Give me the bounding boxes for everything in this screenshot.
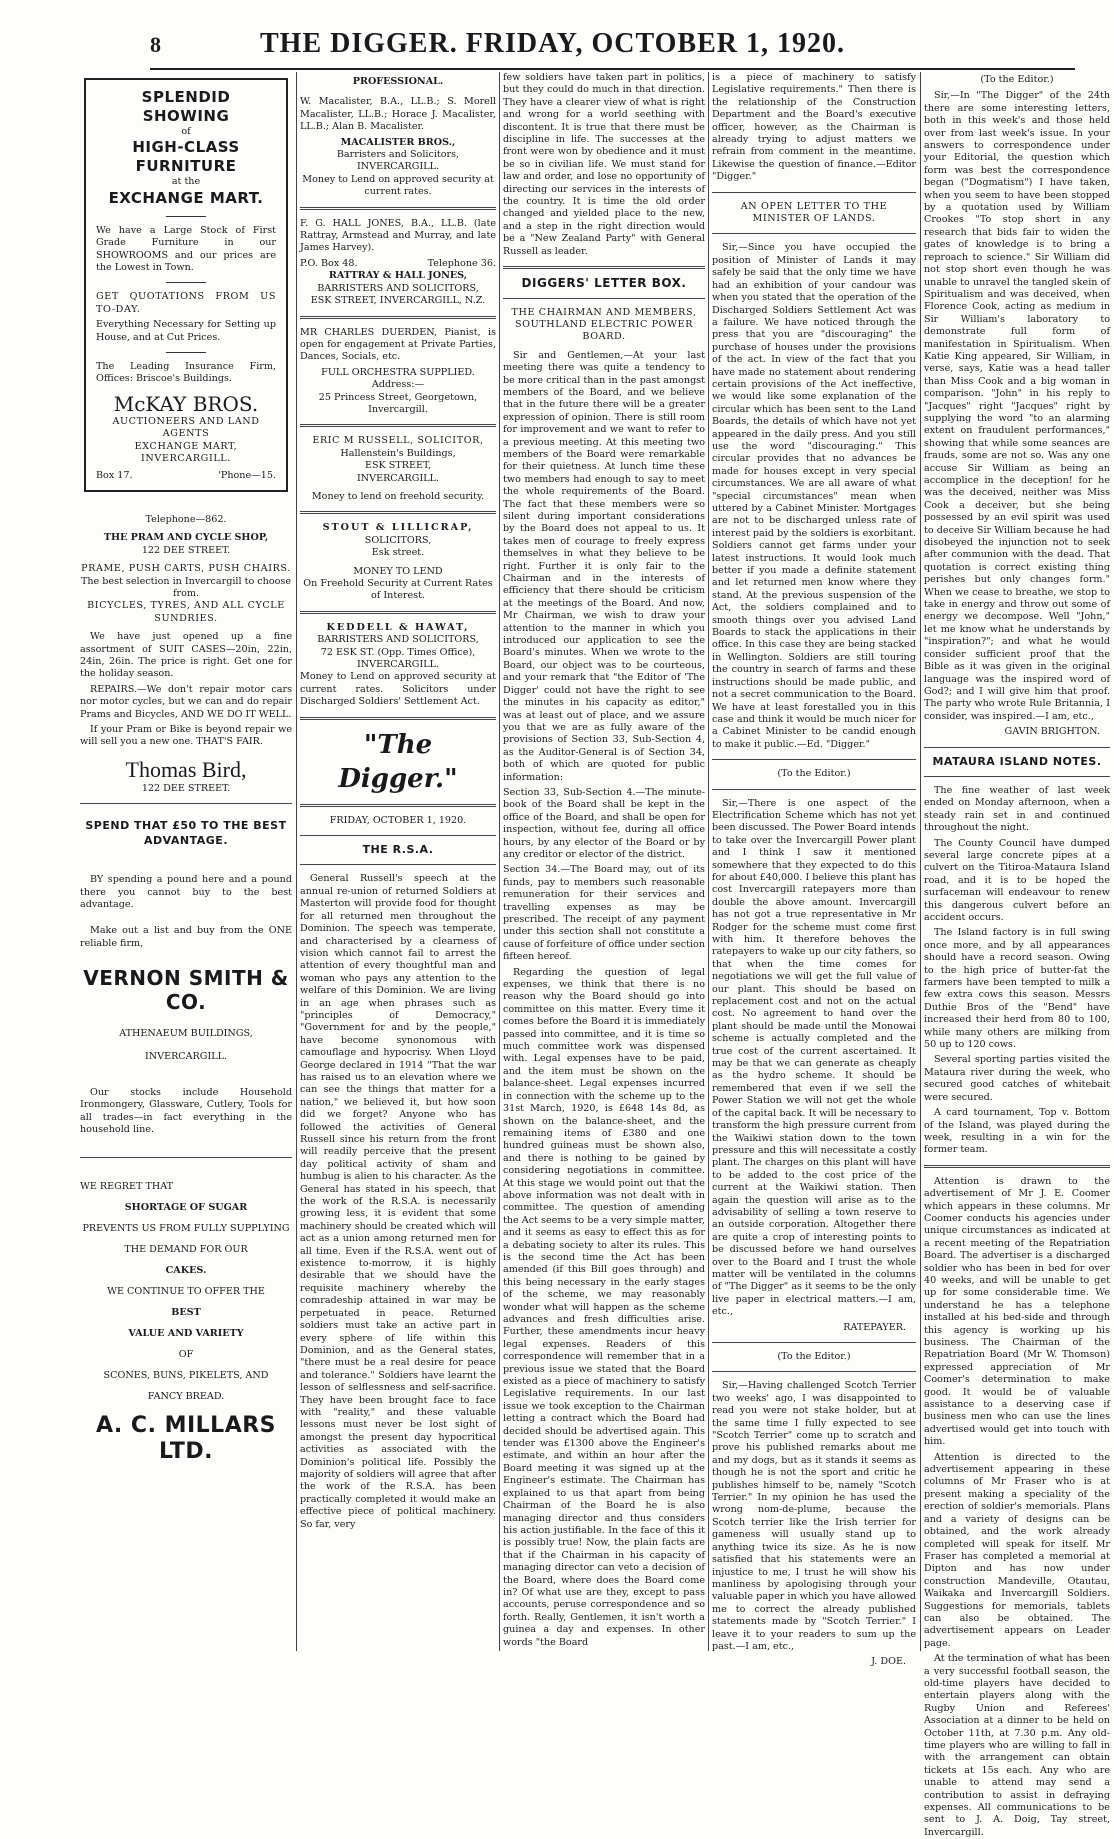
card-text: Telephone 36.: [427, 257, 496, 269]
column-3: [503, 72, 705, 1659]
ad-text: If your Pram or Bike is beyond repair we will sell you a new one. THAT'S FAIR.: [80, 724, 292, 748]
column-rule: [708, 72, 709, 1651]
card-text: Money to lend on freehold security.: [311, 490, 485, 502]
ad-text: Our stocks include Household Ironmongery, Glassware, Cutlery, Tools for all trades—in fact everything in the household line.: [80, 1087, 292, 1136]
ad-heading: HIGH-CLASS FURNITURE: [132, 138, 240, 176]
editorial-date: FRIDAY, OCTOBER 1, 1920.: [329, 814, 467, 826]
editorial-masthead: "The Digger.": [338, 729, 458, 794]
ad-text: ATHENAEUM BUILDINGS,: [119, 1028, 253, 1040]
firm-name: A. C. MILLARS LTD.: [95, 1412, 277, 1464]
card-text: FULL ORCHESTRA SUPPLIED.: [321, 366, 475, 378]
ad-heading: SHOWING: [142, 107, 230, 125]
card-text: 72 ESK ST. (Opp. Times Office),: [320, 646, 476, 658]
article-heading: DIGGERS' LETTER BOX.: [521, 276, 687, 291]
card-text: SOLICITORS,: [364, 534, 432, 546]
card-text: On Freehold Security at Current Rates of Interest.: [303, 578, 493, 602]
ad-text: 'Phone—15.: [218, 469, 276, 481]
ad-text: We have just opened up a fine assortment of SUIT CASES—20in, 22in, 24in, 26in. The price is right. Get one for the holiday season.: [80, 631, 292, 680]
column-2: [300, 72, 496, 1659]
card-text: MONEY TO LEND: [353, 565, 443, 577]
card-text: Barristers and Solicitors, INVERCARGILL.: [336, 149, 460, 173]
article-heading: (To the Editor.): [980, 74, 1054, 85]
ad-text: GET QUOTATIONS FROM US TO-DAY.: [96, 291, 276, 315]
card-text: ERIC M RUSSELL, SOLICITOR,: [312, 435, 484, 447]
card-text: ESK STREET,: [364, 460, 432, 472]
firm-name: KEDDELL & HAWAT,: [326, 621, 470, 633]
ad-text: FANCY BREAD.: [147, 1390, 225, 1402]
ad-text: Make out a list and buy from the ONE reliable firm,: [80, 925, 292, 949]
ad-text: Box 17.: [96, 469, 133, 481]
column-5: [924, 72, 1110, 1838]
ad-text: PREVENTS US FROM FULLY SUPPLYING THE DEMAND FOR OUR: [82, 1222, 290, 1255]
article-body: General Russell's speech at the annual re-union of returned Soldiers at Masterton will provide food for thought for all returned men throughout the Dominion. The speech was temperate, and characterised by a clearness of vision which cannot fail to arrest the attention of every thoughtful man and woman who pays any attention to the welfare of this Dominion. We are living in an age when phrases such as "principles of Democracy," "Government for and by the people," have become synonomous with camouflage and hypocrisy. When Lloyd George declared in 1914 "That the war has raised us to an elevation where we can see the things that matter for a nation," we believed it, but how soon did we forget? Anyone who has followed the activities of General Russell since his return from the front will readily perceive that the present day political activity of sham and humbug is alien to his character. As the General has stated in his speech, that the work of the R.S.A. is necessarily growing less, it is evident that some machinery should be created which will act as a union among returned men for all time. Even if the R.S.A. went out of existence to-morrow, it is highly desirable that we should have the requisite machinery whereby the comradeship attained in war may be perpetuated in peace. Returned soldiers must take an active part in every sphere of life within this Dominion, and as the General states, "there must be a real desire for peace and tolerance." Soldiers have learnt the lesson of selflessness and self-sacrifice. They have been brought face to face with "reality," and these valuable lessons must never be lost sight of amongst the present day hypocritical activities as associated with the Dominion's political life. Possibly the majority of soldiers will agree that after the work of the R.S.A. has been practically completed it would make an effective piece of political machinery. So far, very: [300, 873, 496, 1530]
masthead: [150, 24, 1070, 70]
column-4: [712, 72, 916, 1668]
article-body: The County Council have dumped several large concrete pipes at a culvert on the Titiroa-Mataura Island road, and it is to be hoped the surfaceman will endeavour to renew this dangerous culvert before an accident occurs.: [924, 837, 1110, 923]
article-body: few soldiers have taken part in politics, but they could do much in that direction. They have a clearer view of what is right and wrong for a world seething with discontent. It is true that there must be discipline in life. The successes at the front were won by obedience and it must be so in civilian life. We must stand for law and order, and lose no opportunity of directing our services in the interests of the country. It is time the old order changed and yielded place to the new, and a step in the right direction would be a "New Zealand Party" with General Russell as leader.: [503, 72, 705, 257]
ad-text: AUCTIONEERS AND LAND AGENTS: [112, 415, 260, 440]
card-text: Money to Lend on approved security at current rates. Solicitors under Discharged Soldiers' Settlement Act.: [300, 671, 496, 708]
pram-shop-ad: [80, 514, 292, 795]
ad-text: Everything Necessary for Setting up House, and at Cut Prices.: [96, 319, 276, 343]
millars-ad: [80, 1176, 292, 1465]
card-text: P.O. Box 48.: [300, 257, 358, 269]
column-rule: [499, 72, 500, 1651]
article-body: The Island factory is in full swing once more, and by all appearances should have a record season. Owing to the high price of butter-fat the farmers have been tempted to milk a few extra cows this season. Messrs Duthie Bros of the "Bend" have increased their herd from 80 to 100, while many others are milking from 50 up to 120 cows.: [924, 927, 1110, 1051]
article-body: Several sporting parties visited the Mataura river during the week, who secured good catches of whitebait were secured.: [924, 1054, 1110, 1103]
ad-text: OF: [178, 1348, 194, 1360]
article-body: Sir,—Having challenged Scotch Terrier two weeks' ago, I was disappointed to read you were not stake holder, but at the same time I fully expected to see "Scotch Terrier" come up to scratch and prove his published remarks about me and my dogs, but as it stands it seems as though he is not the sport and critic he publishes himself to be, namely "Scotch Terrier." In my opinion he has used the wrong nom-de-plume, because the Scotch terrier like the Irish terrier for gameness will usually stand up to anything twice its size. As he is now satisfied that his statements were an injustice to me, I trust he will show his manliness by apologising through your valuable paper in which you have allowed me to correct the already published statements made by "Scotch Terrier." I leave it to your readers to sum up the past.—I am, etc.,: [712, 1380, 916, 1652]
article-body: At the termination of what has been a very successful football season, the old-time players have decided to entertain players along with the Rugby Union and Referees' Association at a dinner to be held on October 11th, at 7.30 p.m. Any old-time players who are willing to fall in with the arrangement can obtain tickets at 15s each. Any who are unable to attend may send a contribution to assist in defraying expenses. All communications to be sent to J. A. Doig, Tay street, Invercargill.: [924, 1653, 1110, 1838]
ad-text: of: [181, 126, 191, 137]
card-text: BARRISTERS AND SOLICITORS,: [317, 634, 479, 646]
article-body: Sir,—There is one aspect of the Electrification Scheme which has not yet been discussed. The Power Board intends to take over the Invercargill Power plant and I think I saw it mentioned somewhere that they expected to do this for about £40,000. I believe this plant has cost Invercargill ratepayers more than double the above amount. Invercargill has not got a true representative in Mr Rodger for the scheme must come first with him. It therefore behoves the ratepayers to wake up our city fathers, so that when the time comes for negotiations we will get the full value of our plant. This should be based on replacement cost and not on the actual cost. No agreement to hand over the plant should be made until the Monowai scheme is actually completed and the true cost of the current ascertained. It may be that we can generate as cheaply as the hydro scheme. It should be remembered that even if we sell the Power Station we will not get the whole of the capital back. It will be necessary to transform the high pressure current from the Waikiwi station down to the town pressure and this will necessitate a costly plant. The charges on this plant will have to be added to the cost price of the current at the Waikiwi station. Then again the question will arise as to the advisability of selling a town reserve to an outside corporation. Altogether there are quite a crop of interesting points to be discussed before we hand ourselves over to the Board and I trust the whole matter will be ventilated in the columns of "The Digger" as it seems to be the only live paper in electrical matters.—I am, etc.,: [712, 797, 916, 1318]
article-body: Sir,—Since you have occupied the position of Minister of Lands it may safely be said that the only time we have had an exhibition of your candour was when you stated that the operation of the Discharged Soldiers Settlement Act was a failure. We have noticed through the press that you are "discouraging" the purchase of houses under the provisions of the act. In view of the fact that you have made no statement about rendering certain provisions of the Act ineffective, we would like some explanation of the circular which has been sent to the Land Boards, the details of which have not yet appeared in the daily press. And you still use the word "discouraging." This circular provides that no advances be made for houses except in very special circumstances. We are all aware of what "special circumstances" mean when uttered by a Cabinet Minister. Mortgages are not to be discharged unless rate of interest paid by the soldiers is exorbitant. Soldiers cannot get farms under your latest instructions. It would look much better if you made a definite statement and let returned men know where they stand. At the previous suspension of the Act, the soldiers complained and to smooth things over you advised Land Boards to stack the applications in their office. In this case they are being stacked in Wellington. Soldiers are still touring the country in search of farms and these instructions should be made public, and not a secret communication to the Board. We have at least forestalled you in this case and think it would be much nicer for a Cabinet Minister to be candid enough to make it public.—Ed. "Digger.": [712, 242, 916, 750]
article-heading: (To the Editor.): [777, 768, 851, 780]
ad-text: The Leading Insurance Firm, Offices: Briscoe's Buildings.: [96, 361, 276, 385]
ad-text: at the: [171, 176, 201, 188]
ad-text: SCONES, BUNS, PIKELETS, AND: [103, 1369, 269, 1381]
owner-name: Thomas Bird,: [125, 756, 247, 782]
ad-text: WE REGRET THAT: [80, 1180, 174, 1192]
card-text: INVERCARGILL.: [356, 472, 440, 484]
exchange-mart-ad: [84, 78, 288, 492]
card-text: MR CHARLES DUERDEN, Pianist, is open for engagement at Private Parties, Dances, Socials, etc.: [300, 326, 496, 363]
ad-text: BEST: [171, 1306, 201, 1318]
signature: GAVIN BRIGHTON.: [1004, 726, 1100, 738]
signature: RATEPAYER.: [843, 1321, 906, 1333]
signature: J. DOE.: [871, 1656, 906, 1668]
column-rule: [920, 72, 921, 1651]
article-body: Section 33, Sub-Section 4.—The minute-book of the Board shall be kept in the office of the Board, and shall be open for inspection, without fee, during all office hours, by any elector of the Board or by any creditor or elector of the district.: [503, 786, 705, 860]
card-text: INVERCARGILL.: [356, 659, 440, 671]
masthead-title: THE DIGGER. FRIDAY, OCTOBER 1, 1920.: [260, 28, 845, 59]
ad-heading: SPLENDID: [141, 88, 231, 106]
column-1-advertisements: [80, 72, 292, 1659]
article-body: A card tournament, Top v. Bottom of the Island, was played during the week, resulting in a win for the former team.: [924, 1107, 1110, 1156]
article-body: is a piece of machinery to satisfy Legislative requirements." Then there is the relationship of the Construction Department and the Board's executive officer, however, as the Chairman is already trying to adjust matters we refrain from comment in the meantime. Likewise the question of finance.—Editor "Digger.": [712, 72, 916, 183]
ad-text: BY spending a pound here and a pound there you cannot buy to the best advantage.: [80, 874, 292, 911]
ad-text: VALUE AND VARIETY: [128, 1327, 244, 1339]
ad-text: BICYCLES, TYRES, AND ALL CYCLE SUNDRIES.: [87, 600, 285, 624]
article-body: Attention is directed to the advertisement appearing in these columns of Mr Fraser who is at present making a speciality of the erection of soldier's memorials. Plans and a variety of designs can be obtained, and the work already completed will speak for itself. Mr Fraser has completed a memorial at Dipton and has now under construction Mandeville, Otautau, Waikaka and Invercargill Soldiers. Suggestions for memorials, tablets can also be obtained. The advertisement appears on Leader page.: [924, 1451, 1110, 1649]
ad-text: WE CONTINUE TO OFFER THE: [107, 1285, 265, 1297]
firm-name: McKAY BROS.: [113, 391, 259, 416]
firm-name: RATTRAY & HALL JONES,: [328, 270, 468, 282]
article-heading: (To the Editor.): [777, 1351, 851, 1362]
article-body: Regarding the question of legal expenses, we think that there is no reason why the Board should go into committee on this matter. Every time it comes before the Board it is immediately passed into committee, and it is time so much committee work was dispensed with. Legal expenses have to be paid, and the item must be shown on the balance-sheet. Legal expenses incurred in connection with the scheme up to the 31st March, 1920, is £648 14s 8d, as shown on the balance-sheet, and the remaining items of £380 and one hundred guineas must be shown also, and there is nothing to be gained by considering negotiations in committee. At this stage we would point out that the above information was not dealt with in committee. The question of amending the Act seems to be a very simple matter, and it seems as easy to effect this as for a debating society to alter its rules. This is the second time the Act has been amended (if this Bill goes through) and this being necessary in the early stages of the scheme, we may reasonably wonder what will happen as the scheme advances and fresh difficulties arise. Further, these amendments incur heavy legal expenses. Readers of this correspondence will remember that in a previous issue we stated that the Board existed as a piece of machinery to satisfy Legislative requirements. In our last issue we took exception to the Chairman letting a contract which the Board had decided should be advertised again. This tender was £1300 above the Engineer's estimate, and within an hour after the Board meeting it was signed up at the Engineer's estimate. The Chairman has explained to us that apart from being Chairman of the Board he is also managing director and thus considers his action justifiable. In the face of this it is possibly true! Now, the plain facts are that if the Chairman in his capacity of managing director can veto a decision of the Board, where does the Board come in? Of what use are they, except to pass accounts, peruse correspondence and so forth. Really, Gentlemen, it isn't worth a guinea a day and expenses. In other words "the Board: [503, 966, 705, 1648]
card-text: ESK STREET, INVERCARGILL, N.Z.: [310, 295, 486, 307]
card-text: 25 Princess Street, Georgetown, Invercargill.: [318, 391, 478, 415]
article-body: Sir,—In "The Digger" of the 24th there are some interesting letters, both in this week's and those held over from last week's issue. In your answers to correspondence under your Editorial, the question which form was best the correspondence began ("Dogmatism") I have taken, when you seem to have been stopped by a quotation used by William Crookes "To stop short in any research that bids fair to widen the gates of knowledge is to bring a reproach to science." Sir William did not stop short even though he was unable to unravel the tangled skein of Spiritualism and was deceived, when Florence Cook, acting as medium in Sir William's laboratory to demonstrate full form of manifestation in Spiritualism. When Katie King appeared, Sir William, in verse, says, Katie was a head taller than Miss Cook and a big woman in comparison. "John" in his reply to "Jacques" right "Jacques" right by supplying the word "to an alarming extent on fraudulent performances," showing that while some seances are frauds, some are not so. Was any one accuse Sir William as being an accomplice in the deception! for he was the deceived, neither was Miss Cook a deceiver, but she being possessed by an evil spirit was used to deceive Sir William because he had disobeyed the injunction not to seek after communion with the dead. That quotation is correct existing thing perishes but only changes form." When we cease to breathe, we stop to take in energy and throw out some of energy we decompose. Well "John," let me know what he understands by "inspiration?"; and what he would consider sufficient proof that the Bible as it was given in the original language was the inspired word of God?; and I will give him that proof. The party who wrote Rule Britannia, I consider, was inspired.—I am, etc.,: [924, 90, 1110, 722]
firm-name: MACALISTER BROS.,: [340, 136, 456, 148]
ad-text: Telephone—862.: [145, 513, 227, 525]
article-body: The fine weather of last week ended on Monday afternoon, when a steady rain set in and continued throughout the night.: [924, 784, 1110, 834]
ad-text: INVERCARGILL.: [144, 1050, 228, 1062]
ad-text: CAKES.: [165, 1264, 207, 1276]
masthead-rule: [150, 68, 1075, 70]
card-text: Esk street.: [371, 547, 425, 559]
ad-text: SHORTAGE OF SUGAR: [124, 1201, 248, 1213]
firm-name: STOUT & LILLICRAP,: [322, 522, 474, 534]
article-heading: AN OPEN LETTER TO THE MINISTER OF LANDS.: [740, 200, 888, 225]
card-text: Money to Lend on approved security at current rates.: [302, 173, 494, 198]
page-number: 8: [150, 32, 161, 57]
article-body: Attention is drawn to the advertisement of Mr J. E. Coomer which appears in these columns. Mr Coomer conducts his agencies under unique circumstances as indicated at a recent meeting of the Repatriation Board. The advertiser is a discharged soldier who has been in bed for over 40 weeks, and will be unable to get up for some considerable time. We understand he has a telephone installed at his bed-side and through this agency is working up his business. The Chairman of the Repatriation Board (Mr W. Thomson) expressed appreciation of Mr Coomer's determination to make good. It would be of valuable assistance to a deserving case if business men who can use the lines advertised would get into touch with him.: [924, 1175, 1110, 1448]
ad-text: The best selection in Invercargill to choose from.: [80, 575, 291, 599]
article-heading: THE R.S.A.: [362, 843, 434, 857]
column-rule: [296, 72, 297, 1651]
card-text: Address:—: [371, 379, 425, 391]
ad-heading: EXCHANGE MART.: [108, 188, 264, 207]
ad-heading: THE PRAM AND CYCLE SHOP,: [103, 532, 269, 544]
ad-text: 122 DEE STREET.: [141, 544, 231, 556]
section-heading: PROFESSIONAL.: [352, 76, 444, 87]
ad-text: We have a Large Stock of First Grade Furniture in our SHOWROOMS and our prices are the Lowest in Town.: [96, 224, 276, 274]
article-body: Section 34.—The Board may, out of its funds, pay to members such reasonable remuneration for their services and travelling expenses as may be prescribed. The receipt of any payment under this section shall not constitute a cause of forfeiture of office under section fifteen hereof.: [503, 864, 705, 963]
ad-heading: SPEND THAT £50 TO THE BEST ADVANTAGE.: [85, 819, 287, 848]
firm-name: VERNON SMITH & CO.: [83, 966, 289, 1015]
article-subheading: THE CHAIRMAN AND MEMBERS, SOUTHLAND ELECTRIC POWER BOARD.: [511, 306, 697, 343]
card-text: F. G. HALL JONES, B.A., LL.B. (late Rattray, Armstead and Murray, and late James Harvey).: [300, 217, 496, 254]
ad-text: REPAIRS.—We don't repair motor cars nor motor cycles, but we can and do repair Prams and Bicycles, AND WE DO IT WELL.: [80, 683, 292, 720]
ad-text: EXCHANGE MART, INVERCARGILL.: [134, 440, 238, 465]
vernon-smith-ad: [80, 818, 292, 1136]
card-text: Hallenstein's Buildings,: [340, 447, 456, 459]
card-text: W. Macalister, B.A., LL.B.; S. Morell Macalister, LL.B.; Horace J. Macalister, LL.B.; Alan B. Macalister.: [300, 96, 496, 133]
article-body: Sir and Gentlemen,—At your last meeting there was quite a tendency to be more critical than in the past amongst members of the Board, and we believe that in the future there will be a greater expression of opinion. There is still room for improvement and we want to refer to a previous meeting. At this meeting two members of the Board were remarkable for their quietness. At lunch time these two members had enough to say to meet the whole requirements of the Board. The fact that these members were so silent during important considerations by the Board does not appeal to us. It takes men of courage to freely express themselves in what they believe to be right. Further it is only fair to the Chairman and in the interests of efficiency that there should be criticism at the meetings of the Board. And now, Mr Chairman, we wish to draw your attention to the manner in which you introduced our application to see the Board's minutes. When we wrote to the Board, our object was to be courteous, and your remark that "the Editor of 'The Digger' could not have the right to see the minutes in his capacity as editor," was at least out of place, and we assure you that we are as fully aware of the provisions of Section 33, Sub-Section 4, as the Auditor-General is of Section 34, both of which are quoted for public information:: [503, 349, 705, 783]
article-heading: MATAURA ISLAND NOTES.: [932, 754, 1102, 768]
card-text: BARRISTERS AND SOLICITORS,: [317, 282, 479, 294]
ad-text: PRAME, PUSH CARTS, PUSH CHAIRS.: [81, 563, 291, 575]
ad-text: 122 DEE STREET.: [141, 782, 231, 794]
